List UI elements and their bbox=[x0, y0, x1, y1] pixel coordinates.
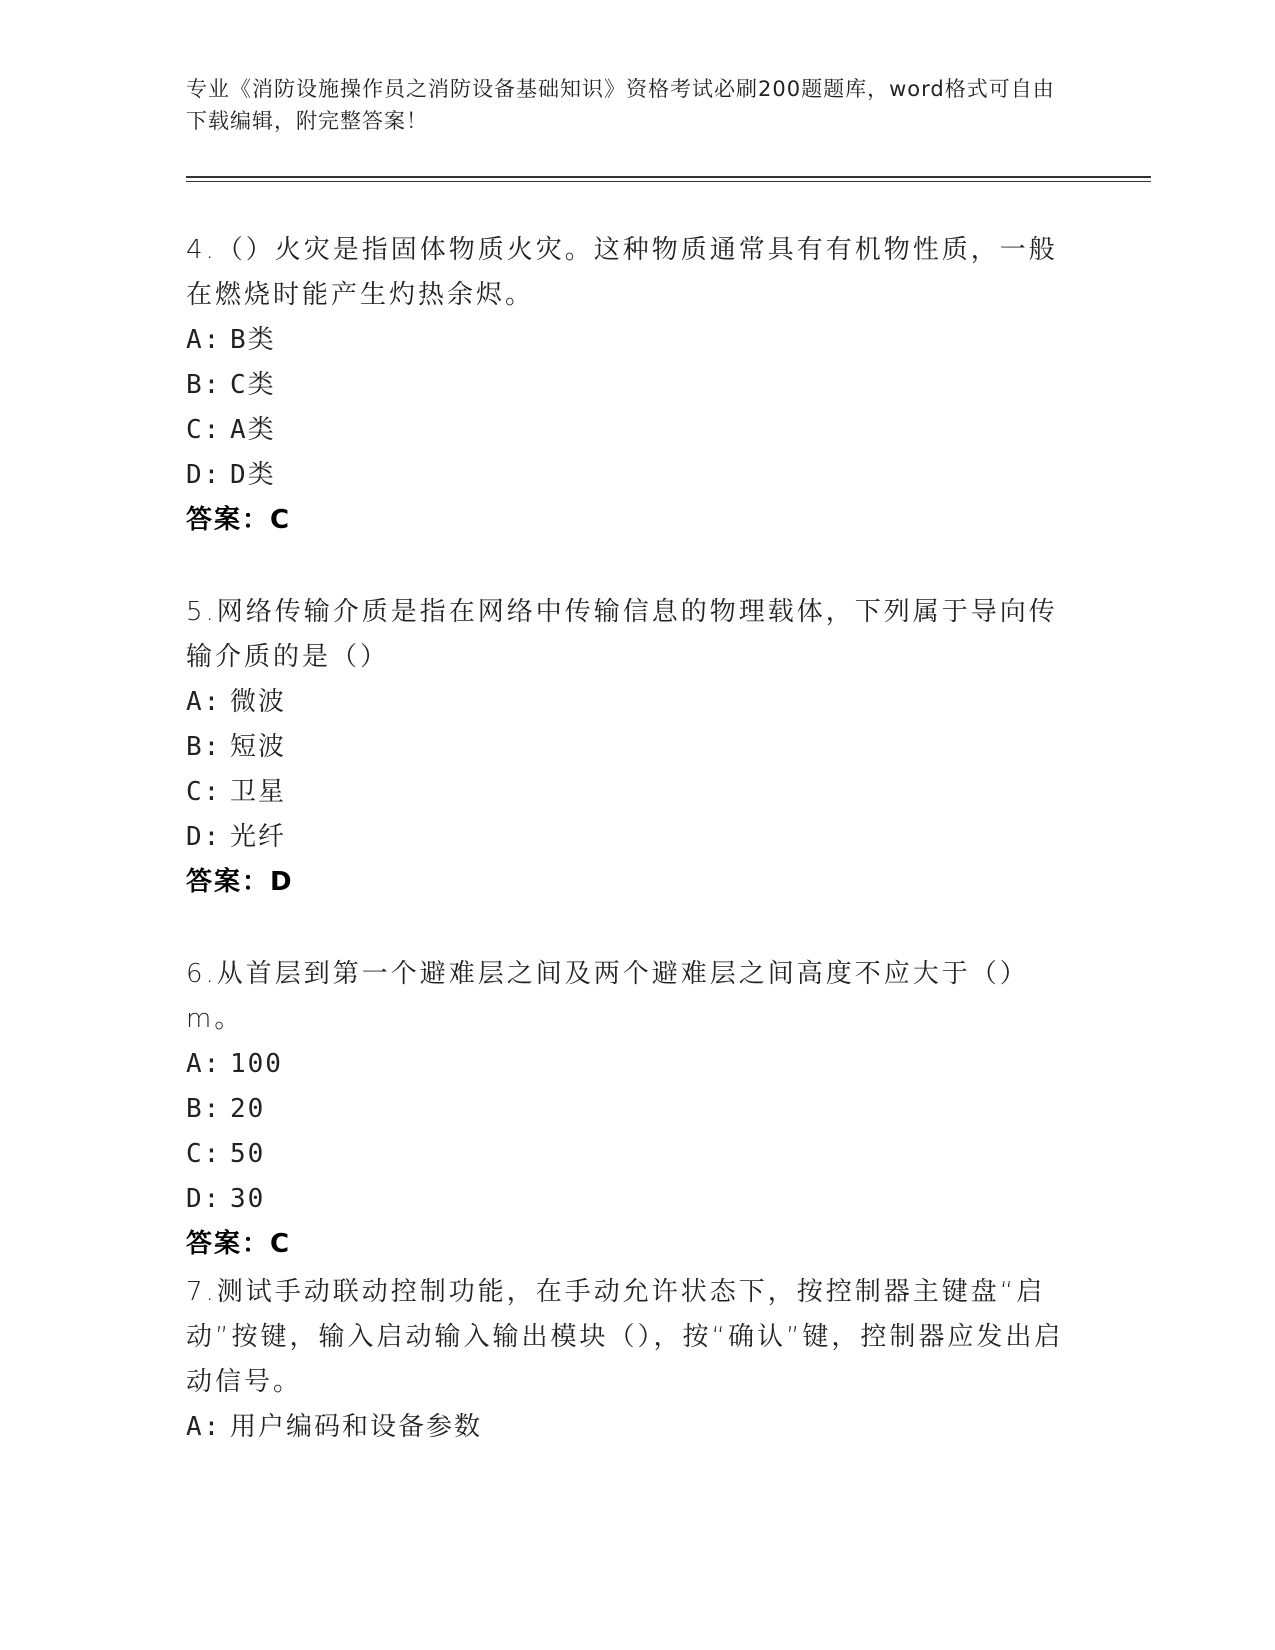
option-letter: A: bbox=[186, 1049, 222, 1079]
option-text: 光纤 bbox=[230, 822, 287, 852]
option-text: 30 bbox=[230, 1184, 266, 1214]
question-6 bbox=[186, 952, 1086, 1267]
question-stem: 5.网络传输介质是指在网络中传输信息的物理载体，下列属于导向传输介质的是（） bbox=[186, 597, 1058, 672]
option-a bbox=[186, 318, 1086, 363]
option-a bbox=[186, 1405, 1086, 1450]
option-c bbox=[186, 408, 1086, 453]
option-letter: C: bbox=[186, 1139, 222, 1169]
option-text: 用户编码和设备参数 bbox=[230, 1412, 483, 1442]
answer: 答案：C bbox=[186, 1229, 292, 1259]
question-7 bbox=[186, 1270, 1086, 1450]
answer: 答案：D bbox=[186, 867, 294, 897]
question-4 bbox=[186, 228, 1086, 543]
option-letter: B: bbox=[186, 732, 222, 762]
option-b bbox=[186, 1087, 1086, 1132]
option-text: 20 bbox=[230, 1094, 266, 1124]
option-c bbox=[186, 1132, 1086, 1177]
option-text: 短波 bbox=[230, 732, 287, 762]
option-b bbox=[186, 363, 1086, 408]
option-d bbox=[186, 815, 1086, 860]
option-letter: D: bbox=[186, 822, 222, 852]
option-text: D类 bbox=[230, 460, 276, 490]
option-a bbox=[186, 680, 1086, 725]
option-text: B类 bbox=[230, 325, 276, 355]
question-stem: 4.（）火灾是指固体物质火灾。这种物质通常具有有机物性质，一般在燃烧时能产生灼热余烬。 bbox=[186, 235, 1058, 310]
option-letter: C: bbox=[186, 415, 222, 445]
option-text: 卫星 bbox=[230, 777, 287, 807]
option-c bbox=[186, 770, 1086, 815]
question-stem: 7.测试手动联动控制功能，在手动允许状态下，按控制器主键盘“启动”按键，输入启动输入输出模块（），按“确认”键，控制器应发出启动信号。 bbox=[186, 1277, 1064, 1397]
option-b bbox=[186, 725, 1086, 770]
option-letter: D: bbox=[186, 1184, 222, 1214]
option-d bbox=[186, 1177, 1086, 1222]
option-text: C类 bbox=[230, 370, 276, 400]
document-header: 专业《消防设施操作员之消防设备基础知识》资格考试必刷200题题库，word格式可自由下载编辑，附完整答案！ bbox=[186, 77, 1055, 133]
option-letter: B: bbox=[186, 1094, 222, 1124]
option-a bbox=[186, 1042, 1086, 1087]
option-letter: C: bbox=[186, 777, 222, 807]
option-text: A类 bbox=[230, 415, 276, 445]
option-text: 微波 bbox=[230, 687, 287, 717]
option-letter: D: bbox=[186, 460, 222, 490]
question-5 bbox=[186, 590, 1086, 905]
option-letter: A: bbox=[186, 687, 222, 717]
option-text: 50 bbox=[230, 1139, 266, 1169]
header-divider bbox=[186, 176, 1151, 182]
question-stem: 6.从首层到第一个避难层之间及两个避难层之间高度不应大于（）m。 bbox=[186, 959, 1029, 1034]
option-text: 100 bbox=[230, 1049, 283, 1079]
option-letter: B: bbox=[186, 370, 222, 400]
option-letter: A: bbox=[186, 1412, 222, 1442]
option-letter: A: bbox=[186, 325, 222, 355]
answer: 答案：C bbox=[186, 505, 292, 535]
option-d bbox=[186, 453, 1086, 498]
